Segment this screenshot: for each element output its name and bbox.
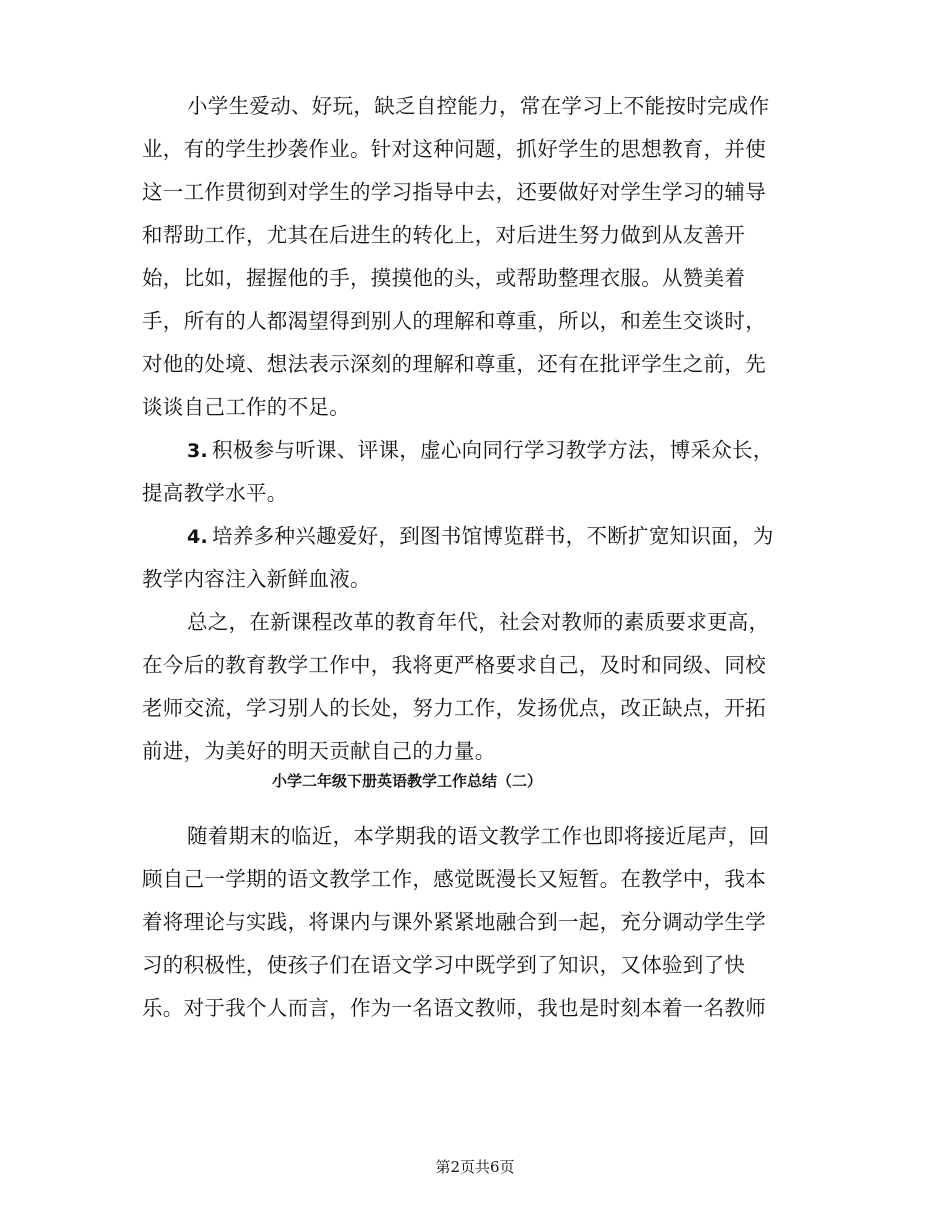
paragraph-line: 随着期末的临近，本学期我的语文教学工作也即将接近尾声，回 (187, 824, 770, 848)
paragraph-line: 始，比如，握握他的手，摸摸他的头，或帮助整理衣服。从赞美着 (142, 266, 746, 290)
list-item-text: 积极参与听课、评课，虚心向同行学习教学方法，博采众长， (212, 438, 774, 462)
paragraph-line: 顾自己一学期的语文教学工作，感觉既漫长又短暂。在教学中，我本 (142, 867, 766, 891)
list-item-text: 培养多种兴趣爱好，到图书馆博览群书，不断扩宽知识面，为 (212, 524, 774, 548)
paragraph-line: 着将理论与实践，将课内与课外紧紧地融合到一起，充分调动学生学 (142, 910, 766, 934)
paragraph-line: 老师交流，学习别人的长处，努力工作，发扬优点，改正缺点，开拓 (142, 696, 766, 720)
paragraph-line: 谈谈自己工作的不足。 (142, 395, 350, 419)
paragraph-line: 手，所有的人都渴望得到别人的理解和尊重，所以，和差生交谈时， (142, 309, 766, 333)
paragraph-line: 对他的处境、想法表示深刻的理解和尊重，还有在批评学生之前，先 (142, 352, 766, 376)
paragraph-line: 前进，为美好的明天贡献自己的力量。 (142, 739, 496, 763)
list-number: 4. (187, 526, 209, 548)
paragraph-line: 教学内容注入新鲜血液。 (142, 567, 371, 591)
paragraph-line: 和帮助工作，尤其在后进生的转化上，对后进生努力做到从友善开 (142, 223, 746, 247)
paragraph-line: 在今后的教育教学工作中，我将更严格要求自己，及时和同级、同校 (142, 653, 766, 677)
paragraph-line: 习的积极性，使孩子们在语文学习中既学到了知识，又体验到了快 (142, 953, 746, 977)
page-number: 第2页共6页 (435, 1158, 515, 1176)
list-number: 3. (187, 440, 209, 462)
section-heading: 小学二年级下册英语教学工作总结（二） (272, 772, 543, 790)
list-item-3 (187, 436, 774, 465)
paragraph-line: 总之，在新课程改革的教育年代，社会对教师的素质要求更高， (187, 610, 770, 634)
paragraph-line: 小学生爱动、好玩，缺乏自控能力，常在学习上不能按时完成作 (187, 94, 770, 118)
paragraph-line: 这一工作贯彻到对学生的学习指导中去，还要做好对学生学习的辅导 (142, 180, 766, 204)
paragraph-line: 乐。对于我个人而言，作为一名语文教师，我也是时刻本着一名教师 (142, 996, 766, 1020)
paragraph-line: 提高教学水平。 (142, 481, 288, 505)
paragraph-line: 业，有的学生抄袭作业。针对这种问题，抓好学生的思想教育，并使 (142, 137, 766, 161)
list-item-4 (187, 522, 774, 551)
